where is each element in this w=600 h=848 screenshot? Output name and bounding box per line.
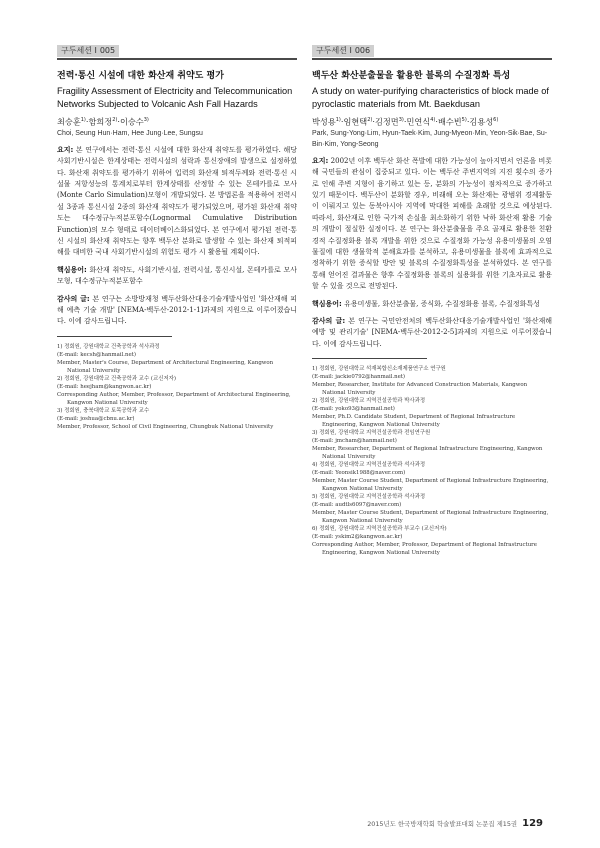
abstract-text: 본 연구에서는 전력·통신 시설에 대한 화산재 취약도를 평가하였다. 해당 사회기반시설은 한계상태는 전력시설의 섬락과 통신장애의 발생으로 설정하였다. 화산재 취약도를 평가하기 위하여 입력의 화산재 퇴적두께와 전력·통신 시설물 저항성능의 통계치로부터 한계상태를 산정할 수 있는 몬테카를로 모사(Monte Carlo Simulation)모형이 개발되었다. 본 방법론을 적용하여 전력시설 3종과 통신시설 2종의 화산재 취약도가 평가되었으며, 평가된 화산재 취약도는 대수정규누적분포함수(Lognormal Cumulative Distribution Function)의 모수 형태로 데이터베이스화되었다. 본 연구에서 평가된 전력·통신 시설의 화산재 취약도는 향후 백두산 분화로 발생할 수 있는 화산재 퇴적피해를 대비한 국내 사회기반시설의 위험도 평가 시 활용될 계획이다. (57, 145, 297, 257)
footnote-line: 3) 정회원, 강원대학교 지역건설공학과 전임연구원 (312, 430, 431, 437)
ack-text: 본 연구는 국민안전처의 백두산화산대응기술개발사업인 '화산재해 예방 및 관리기술' [NEMA-백두산-2012-2-5]과제의 지원으로 이루어졌습니다. 이에 감사드립니다. (312, 317, 552, 348)
author-affiliation-mark: 5) (461, 117, 467, 123)
footnote-line: 2) 정회원, 강원대학교 건축공학과 교수 (교신저자) (57, 375, 176, 382)
author-separator: · (85, 116, 89, 127)
footnotes (312, 365, 552, 557)
authors-en: Park, Sung-Yong·Lim, Hyun-Taek·Kim, Jung-Myeon·Min, Yeon-Sik·Bae, Su-Bin·Kim, Yong-Seong (312, 129, 548, 148)
author-separator: · (403, 116, 407, 127)
author-name: 김정면 (374, 116, 399, 127)
edition: 제15권 (496, 820, 518, 828)
footnote-line: Member, Researcher, Institute for Advanced Construction Materials, Kangwon National University (312, 382, 528, 397)
footnote-line: 4) 정회원, 강원대학교 지역건설공학과 석사과정 (312, 462, 426, 469)
keywords (57, 265, 297, 288)
session-number: 006 (354, 46, 371, 55)
footnote-line: 5) 정회원, 강원대학교 지역건설공학과 석사과정 (312, 494, 426, 501)
footnote-line: (E-mail: Yeonsik1988@naver.com) (312, 470, 406, 477)
ack-text: 본 연구는 소방방재청 백두산화산대응기술개발사업인 '화산재해 피해 예측 기술 개발' [NEMA-백두산-2012-1-1]과제의 지원으로 이루어졌습니다. 이에 감사드립니다. (57, 294, 297, 326)
left-article (57, 43, 297, 431)
footnotes (57, 343, 297, 431)
session-number: 005 (99, 46, 116, 55)
acknowledgement (312, 316, 552, 350)
footnote-line: (E-mail: kecsh@hanmail.net) (57, 351, 136, 358)
paper-title-ko: 백두산 화산분출물을 활용한 블록의 수질정화 특성 (312, 71, 511, 81)
footnote-line: Member, Researcher, Department of Regional Infrastructure Engineering, Kangwon National University (312, 446, 543, 461)
session-label: 구두세션 I (316, 46, 352, 55)
author-affiliation-mark: 4) (430, 117, 436, 123)
author-name: 박성용 (312, 116, 336, 127)
ack-label: 감사의 글: (57, 294, 90, 303)
author-name: 민연식 (406, 116, 431, 127)
footnote-line: 3) 정회원, 충북대학교 토목공학과 교수 (57, 407, 150, 414)
author-name: 최승훈 (57, 116, 81, 127)
footnote-line: (E-mail: yskim2@kangwon.ac.kr) (312, 534, 403, 541)
author-name: 배수빈 (437, 116, 462, 127)
author-affiliation-mark: 1) (80, 117, 86, 123)
footnote-line: 1) 정회원, 강원대학교 석재복합신소재제품연구소 연구원 (312, 366, 446, 373)
right-article (312, 43, 552, 557)
paper-title-ko: 전력·통신 시설에 대한 화산재 취약도 평가 (57, 71, 224, 81)
page-footer (367, 818, 543, 829)
authors-ko (57, 114, 297, 128)
author-name: 이승수 (119, 116, 144, 127)
author-separator: · (372, 116, 375, 127)
footnote-line: Member, Master's Course, Department of Architectural Engineering, Kangwon National University (57, 359, 274, 374)
footnote-line: (E-mail: jmcham@hanmail.net) (312, 438, 397, 445)
footnote-line: (E-mail: heejham@kangwon.ac.kr) (57, 383, 152, 390)
session-tag (312, 45, 374, 57)
keywords-label: 핵심용어: (312, 299, 342, 308)
author-affiliation-mark: 2) (367, 117, 373, 123)
author-affiliation-mark: 6) (493, 117, 499, 123)
keywords-label: 핵심용어: (57, 265, 87, 274)
footnote-line: Member, Master Course Student, Department of Regional Infrastructure Engineering, Kangwon National University (312, 510, 549, 525)
author-affiliation-mark: 3) (143, 117, 149, 123)
keywords-text: 유용미생물, 화산분출물, 증식화, 수질정화용 블록, 수질정화특성 (341, 299, 540, 308)
author-separator: · (435, 116, 438, 127)
footnote-divider (57, 336, 172, 337)
authors-ko (312, 114, 552, 128)
abstract (312, 156, 552, 293)
abstract-label: 요지: (57, 145, 74, 154)
abstract-text: 2002년 이후 백두산 화산 폭발에 대한 가능성이 높아지면서 언론을 비롯해 국민들의 관심이 집중되고 있다. 이는 백두산 주변지역의 지진 횟수의 증가로 인해 주변 지형이 융기하고 있는 등, 분화의 가능성이 점차적으로 증가하고 있기 때문이다. 백두산이 분화할 경우, 비래해 오는 화산재는 광범위 경제활동이 이뤄지고 있는 동북아시아 지역에 막대한 피해를 초래할 것으로 예상된다. 따라서, 화산재로 인한 국가적 손실을 최소화하기 위한 낙하 화산재 활용 기술의 개발이 절실한 실정이다. 본 연구는 화산분출물을 주요 골재로 활용한 친환경적 수질정화용 블록 개발을 위한 것으로 수질정화 가능성 유용미생물의 오염물질에 대한 생물학적 분해효과를 분석하고, 유용미생물을 블록에 효과적으로 정착하기 위한 증식할 방안 및 블록의 수질정화특성을 분석하였다. 본 연구를 통해 얻어진 결과물은 향후 수질정화용 블록의 실용화를 위한 기초자료로 활용할 수 있을 것으로 전망된다. (312, 156, 552, 291)
author-separator: · (466, 116, 470, 127)
footnote-line: Corresponding Author, Member, Professor, Department of Architectural Engineering, Kangwon National University (57, 391, 291, 406)
author-name: 임현택 (343, 116, 368, 127)
footnote-line: 2) 정회원, 강원대학교 지역건설공학과 박사과정 (312, 398, 426, 405)
footnote-line: Member, Master Course Student, Department of Regional Infrastructure Engineering, Kangwon National University (312, 478, 549, 493)
paper-title-en: Fragility Assessment of Electricity and Telecommunication Networks Subjected to Volcanic Ash Fall Hazards (57, 86, 293, 109)
abstract-label: 요지: (312, 156, 329, 165)
session-header (57, 43, 297, 60)
author-separator: · (340, 116, 344, 127)
keywords (312, 299, 552, 310)
author-affiliation-mark: 1) (335, 117, 341, 123)
session-tag (57, 45, 119, 57)
author-affiliation-mark: 2) (112, 117, 118, 123)
footnote-line: Member, Ph.D. Candidate Student, Department of Regional Infrastructure Engineering, Kangwon National University (312, 414, 516, 429)
session-header (312, 43, 552, 60)
keywords-text: 화산재 취약도, 사회기반시설, 전력시설, 통신시설, 몬테카를로 모사모형, 대수정규누적분포함수 (57, 265, 297, 286)
author-name: 김용성 (469, 116, 494, 127)
footnote-line: (E-mail: audtls6097@naver.com) (312, 502, 402, 509)
conference-name: 2015년도 한국방재학회 학술발표대회 논문집 (367, 820, 495, 828)
footnote-line: Corresponding Author, Member, Professor, Department of Regional Infrastructure Engineering, Kangwon National University (312, 542, 537, 557)
footnote-line: 6) 정회원, 강원대학교 지역건설공학과 부교수 (교신저자) (312, 526, 447, 533)
author-separator: · (117, 116, 120, 127)
session-label: 구두세션 I (61, 46, 97, 55)
abstract (57, 145, 297, 259)
ack-label: 감사의 글: (312, 317, 346, 326)
footnote-line: 1) 정회원, 강원대학교 건축공학과 석사과정 (57, 343, 160, 350)
footnote-line: (E-mail: joshua@cbnu.ac.kr) (57, 415, 135, 422)
author-affiliation-mark: 3) (398, 117, 404, 123)
footnote-line: (E-mail: yoko93@hanmail.net) (312, 406, 395, 413)
paper-title-en: A study on water-purifying characteristics of block made of pyroclastic materials from Mt. Baekdusan (312, 86, 549, 109)
authors-en: Choi, Seung Hun·Ham, Hee Jung·Lee, Sungsu (57, 129, 203, 137)
footnote-divider (312, 358, 427, 359)
footnote-line: (E-mail: jackie0792@hanmail.net) (312, 374, 406, 381)
footnote-line: Member, Professor, School of Civil Engineering, Chungbuk National University (57, 423, 274, 430)
page-number: 129 (522, 818, 543, 829)
author-name: 함희정 (88, 116, 113, 127)
acknowledgement (57, 294, 297, 328)
